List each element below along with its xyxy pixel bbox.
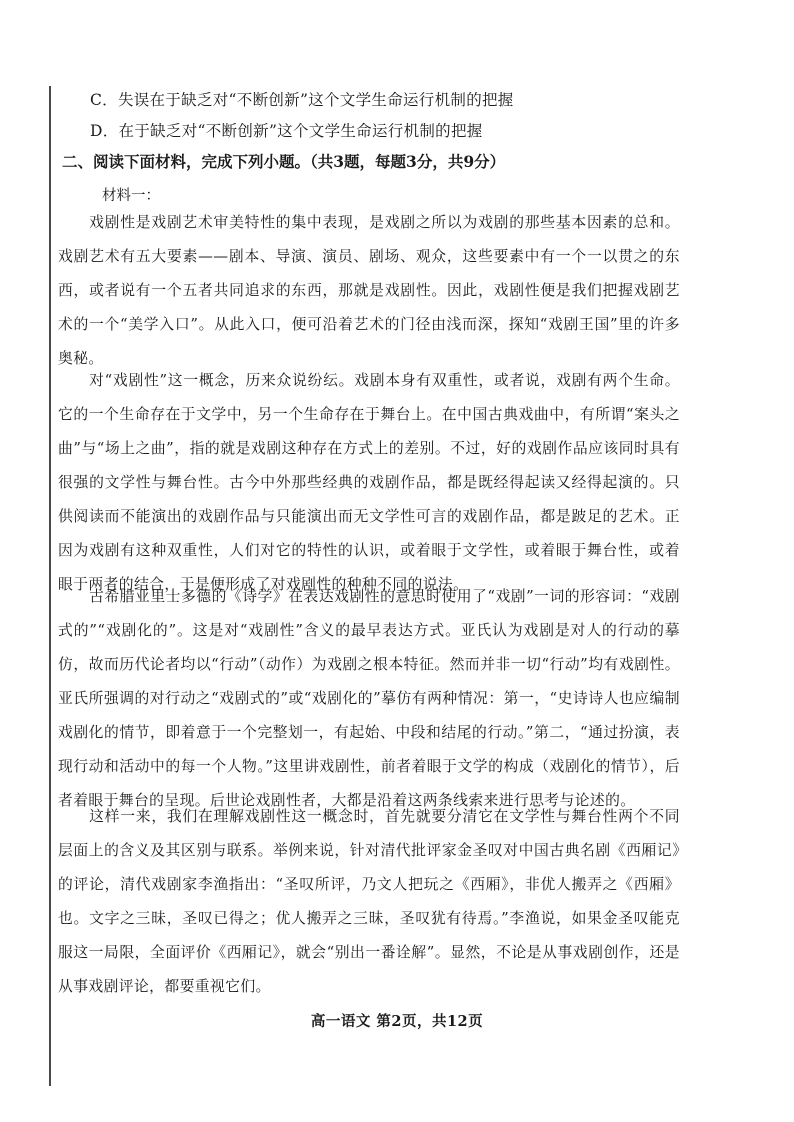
material-label: 材料一：: [102, 188, 160, 204]
section-heading: 二、阅读下面材料，完成下列小题。（共3题，每题3分，共9分）: [62, 152, 506, 171]
option-d: D．在于缺乏对“不断创新”这个文学生命运行机制的把握: [90, 122, 483, 140]
paragraph-3: 古希腊亚里士多德的《诗学》在表达戏剧性的意思时使用了“戏剧”一词的形容词：“戏剧式的”“戏剧化的”。这是对“戏剧性”含义的最早表达方式。亚氏认为戏剧是对人的行动的摹仿，故而历代论者均以“行动”（动作）为戏剧之根本特征。然而并非一切“行动”均有戏剧性。亚氏所强调的对行动之“戏剧式的”或“戏剧化的”摹仿有两种情况：第一，“史诗诗人也应编制戏剧化的情节，即着意于一个完整划一，有起始、中段和结尾的行动。”第二，“通过扮演，表现行动和活动中的每一个人物。”这里讲戏剧性，前者着眼于文学的构成（戏剧化的情节），后者着眼于舞台的呈现。后世论戏剧性者，大都是沿着这两条线索来进行思考与论述的。: [58, 588, 680, 809]
paragraph-1: 戏剧性是戏剧艺术审美特性的集中表现，是戏剧之所以为戏剧的那些基本因素的总和。戏剧艺术有五大要素——剧本、导演、演员、剧场、观众，这些要素中有一个一以贯之的东西，或者说有一个五者共同追求的东西，那就是戏剧性。因此，戏剧性便是我们把握戏剧艺术的一个“美学入口”。从此入口，便可沿着艺术的门径由浅而深，探知“戏剧王国”里的许多奥秘。: [58, 214, 680, 367]
binding-margin-line: [49, 86, 51, 1086]
page-footer: 高一语文 第2页，共12页: [310, 1013, 484, 1030]
option-c: C．失误在于缺乏对“不断创新”这个文学生命运行机制的把握: [90, 91, 514, 109]
paragraph-4: 这样一来，我们在理解戏剧性这一概念时，首先就要分清它在文学性与舞台性两个不同层面上的含义及其区别与联系。举例来说，针对清代批评家金圣叹对中国古典名剧《西厢记》的评论，清代戏剧家李渔指出：“圣叹所评，乃文人把玩之《西厢》，非优人搬弄之《西厢》也。文字之三昧，圣叹已得之；优人搬弄之三昧，圣叹犹有待焉。”李渔说，如果金圣叹能克服这一局限，全面评价《西厢记》，就会“别出一番诠解”。显然，不论是从事戏剧创作，还是从事戏剧评论，都要重视它们。: [58, 808, 680, 995]
paragraph-2: 对“戏剧性”这一概念，历来众说纷纭。戏剧本身有双重性，或者说，戏剧有两个生命。它的一个生命存在于文学中，另一个生命存在于舞台上。在中国古典戏曲中，有所谓“案头之曲”与“场上之曲”，指的就是戏剧这种存在方式上的差别。不过，好的戏剧作品应该同时具有很强的文学性与舞台性。古今中外那些经典的戏剧作品，都是既经得起读又经得起演的。只供阅读而不能演出的戏剧作品与只能演出而无文学性可言的戏剧作品，都是跛足的艺术。正因为戏剧有这种双重性，人们对它的特性的认识，或着眼于文学性，或着眼于舞台性，或着眼于两者的结合，于是便形成了对戏剧性的种种不同的说法。: [58, 372, 680, 593]
